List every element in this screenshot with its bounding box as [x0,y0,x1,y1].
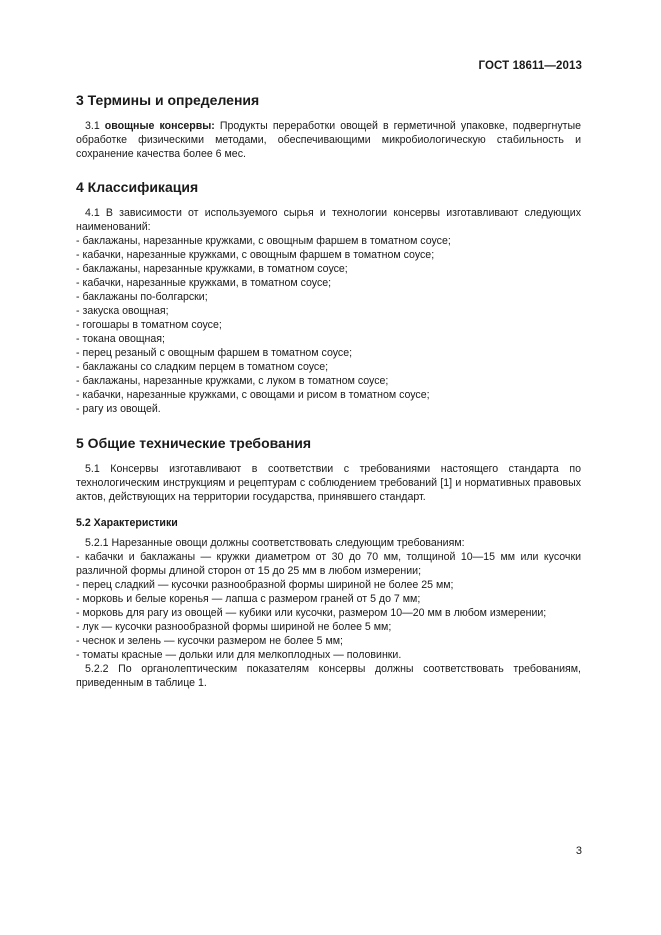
section-3-heading: 3 Термины и определения [76,92,260,108]
list-item: - токана овощная; [76,333,165,345]
list-item: - баклажаны по-болгарски; [76,291,208,303]
term-text: Продукты переработки овощей в герметичной упаковке, подвергнутые обработке физическими методами, обеспечивающими микробиологическую стабильность и сохранение качества более 6 мес. [76,120,581,160]
page-content [76,91,581,690]
paragraph-5-2-2: 5.2.2 По органолептическим показателям консервы должны соответствовать требованиям, приведенным в таблице 1. [76,663,581,689]
list-item: - перец сладкий — кусочки разнообразной формы шириной не более 25 мм; [76,579,454,591]
list-item: - баклажаны со сладким перцем в томатном соусе; [76,361,329,373]
list-item: - баклажаны, нарезанные кружками, с луком в томатном соусе; [76,375,389,387]
paragraph-5-1: 5.1 Консервы изготавливают в соответствии с требованиями настоящего стандарта по технологическим инструкциям и рецептурам с соблюдением требований [1] и нормативных правовых актов, действующих на территории государства, принявшего стандарт. [76,463,581,503]
list-item: - чеснок и зелень — кусочки размером не более 5 мм; [76,635,343,647]
paragraph-5-2-1: 5.2.1 Нарезанные овощи должны соответствовать следующим требованиям: [85,537,465,549]
list-item: - кабачки и баклажаны — кружки диаметром от 30 до 70 мм, толщиной 10—15 мм или кусочки различной формы длиной сторон от 15 до 25 мм в любом измерении; [76,551,581,577]
list-item: - кабачки, нарезанные кружками, с овощами и рисом в томатном соусе; [76,389,430,401]
term-number: 3.1 [85,120,100,132]
document-code: ГОСТ 18611—2013 [478,60,582,72]
cut-requirements-list [76,550,581,662]
list-item: - лук — кусочки разнообразной формы шириной не более 5 мм; [76,621,392,633]
list-item: - кабачки, нарезанные кружками, с овощным фаршем в томатном соусе; [76,249,435,261]
list-item: - морковь для рагу из овощей — кубики или кусочки, размером 10—20 мм в любом измерении; [76,607,547,619]
list-item: - гогошары в томатном соусе; [76,319,222,331]
page-number: 3 [575,845,582,857]
list-item: - баклажаны, нарезанные кружками, с овощным фаршем в томатном соусе; [76,235,451,247]
term-definition [76,119,581,161]
classification-intro: 4.1 В зависимости от используемого сырья и технологии консервы изготавливают следующих наименований: [76,207,581,233]
section-5-heading: 5 Общие технические требования [76,435,312,451]
section-4-heading: 4 Классификация [76,179,199,195]
list-item: - томаты красные — дольки или для мелкоплодных — половинки. [76,649,402,661]
subsection-5-2-heading: 5.2 Характеристики [76,517,178,529]
list-item: - баклажаны, нарезанные кружками, в томатном соусе; [76,263,348,275]
list-item: - закуска овощная; [76,305,169,317]
list-item: - перец резаный с овощным фаршем в томатном соусе; [76,347,353,359]
list-item: - кабачки, нарезанные кружками, в томатном соусе; [76,277,332,289]
term-name: овощные консервы: [104,120,215,132]
list-item: - рагу из овощей. [76,403,161,415]
list-item: - морковь и белые коренья — лапша с размером граней от 5 до 7 мм; [76,593,421,605]
product-name-list [76,234,581,416]
